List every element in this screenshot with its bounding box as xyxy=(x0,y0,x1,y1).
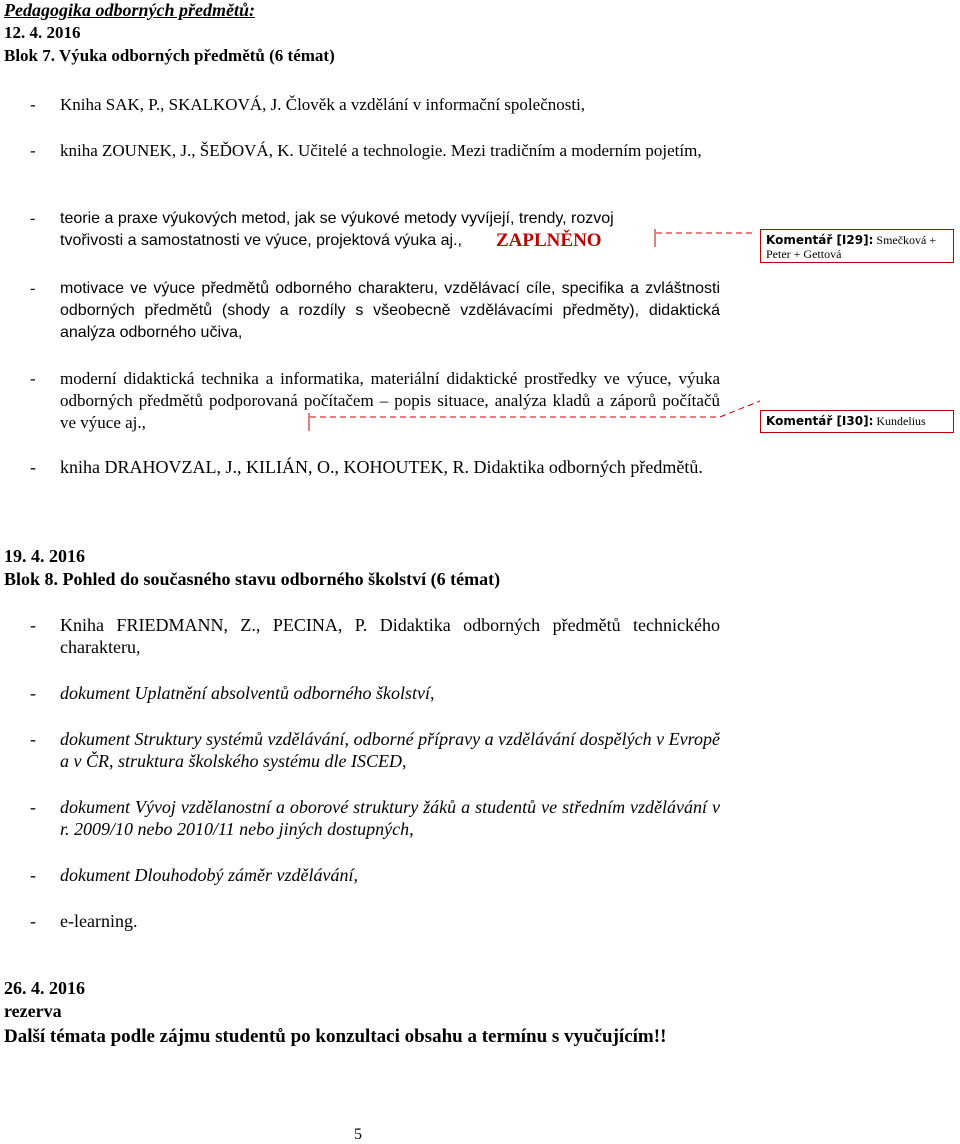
list-item: - dokument Vývoj vzdělanostní a oborové struktury žáků a studentů ve středním vzdělávání v r. 2009/10 nebo 2010/11 nebo jiných dostupných, xyxy=(30,797,720,839)
list-item: - Kniha FRIEDMANN, Z., PECINA, P. Didaktika odborných předmětů technického charakteru, xyxy=(30,615,720,657)
closing-note: Další témata podle zájmu studentů po konzultaci obsahu a termínu s vyučujícím!! xyxy=(4,1026,667,1047)
block-7-text: Blok 7. Výuka odborných předmětů (6 témat) xyxy=(4,46,335,65)
list-item: - e-learning. xyxy=(30,911,138,931)
list-item: - kniha ZOUNEK, J., ŠEĎOVÁ, K. Učitelé a technologie. Mezi tradičním a moderním pojetím, xyxy=(30,141,702,160)
page-number: 5 xyxy=(354,1126,362,1143)
list-item: - dokument Dlouhodobý záměr vzdělávání, xyxy=(30,865,358,885)
list-item: - motivace ve výuce předmětů odborného charakteru, vzdělávací cíle, specifika a zvláštnosti odborných předmětů (shody a rozdíly s všeobecně vzdělávacími předměty), didaktická analýza odborného učiva, xyxy=(30,280,720,341)
list-item: - Kniha SAK, P., SKALKOVÁ, J. Člověk a vzdělání v informační společnosti, xyxy=(30,95,586,114)
rezerva-label: rezerva xyxy=(4,1001,62,1021)
date-12-4: 12. 4. 2016 xyxy=(4,23,81,42)
comment-i30[interactable]: Komentář [I30]: Kundelius xyxy=(760,410,954,433)
comment-connectors xyxy=(300,225,760,435)
block-8-heading: Blok 8. Pohled do současného stavu odborného školství (6 témat) xyxy=(4,569,501,589)
list-item: - dokument Uplatnění absolventů odborného školství, xyxy=(30,683,435,703)
doc-title: Pedagogika odborných předmětů: xyxy=(4,0,255,20)
block-7-heading xyxy=(4,46,335,66)
list-item: - moderní didaktická technika a informatika, materiální didaktické prostředky ve výuce, výuka odborných předmětů podporovaná počítačem – popis situace, analýza kladů a záporů počítačů ve výuce aj., xyxy=(30,369,720,432)
zaplneno-mark: ZAPLNĚNO xyxy=(496,230,602,251)
list-item: - kniha DRAHOVZAL, J., KILIÁN, O., KOHOUTEK, R. Didaktika odborných předmětů. xyxy=(30,457,703,477)
date-26-4: 26. 4. 2016 xyxy=(4,978,85,998)
date-19-4: 19. 4. 2016 xyxy=(4,546,85,566)
comment-i29[interactable]: Komentář [I29]: Smečková + Peter + Gettová xyxy=(760,229,954,263)
list-item: - dokument Struktury systémů vzdělávání, odborné přípravy a vzdělávání dospělých v Evropě a v ČR, struktura školského systému dle ISCED, xyxy=(30,729,720,771)
list-item: - teorie a praxe výukových metod, jak se výukové metody vyvíjejí, trendy, rozvoj tvořivosti a samostatnosti ve výuce, projektová výuka aj., xyxy=(30,210,614,249)
